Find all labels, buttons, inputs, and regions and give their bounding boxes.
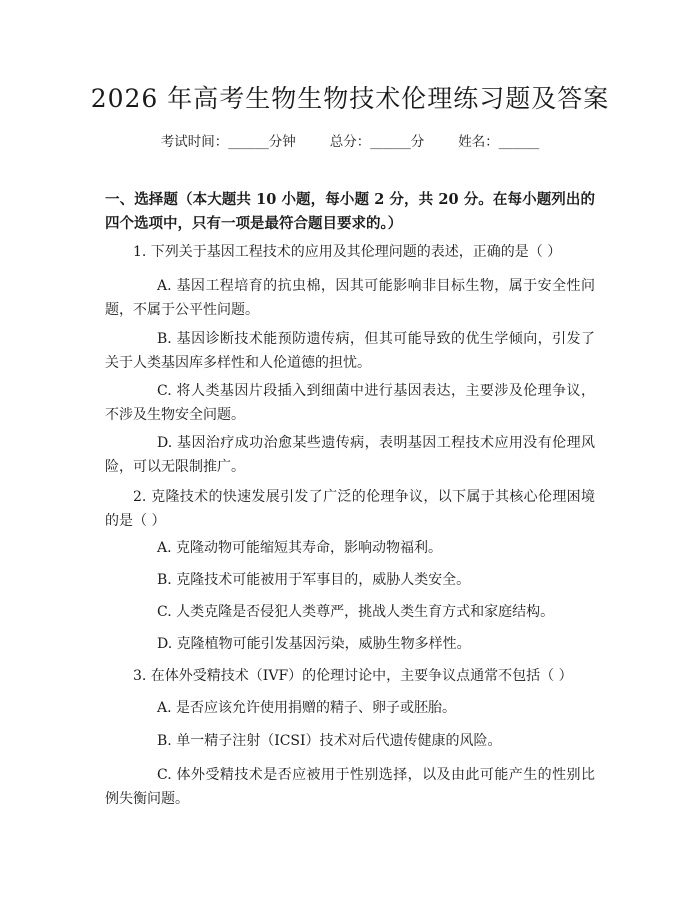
question-option: C. 将人类基因片段插入到细菌中进行基因表达，主要涉及伦理争议，不涉及生物安全问题。 bbox=[105, 383, 595, 423]
page-title: 2026 年高考生物生物技术伦理练习题及答案 bbox=[90, 84, 610, 113]
question-stem: 1. 下列关于基因工程技术的应用及其伦理问题的表述，正确的是（ ） bbox=[133, 244, 562, 260]
question-option: B. 基因诊断技术能预防遗传病，但其可能导致的优生学倾向，引发了关于人类基因库多样性和人伦道德的担忧。 bbox=[105, 331, 595, 371]
question-option: A. 是否应该允许使用捐赠的精子、卵子或胚胎。 bbox=[157, 700, 457, 716]
question-stem: 2. 克隆技术的快速发展引发了广泛的伦理争议，以下属于其核心伦理困境的是（ ） bbox=[105, 489, 595, 529]
total-score-field: 总分：______分 bbox=[329, 134, 425, 150]
section-heading: 一、选择题（本大题共 10 小题，每小题 2 分，共 20 分。在每小题列出的四个选项中，只有一项是最符合题目要求的。） bbox=[105, 191, 595, 232]
question-option: D. 基因治疗成功治愈某些遗传病，表明基因工程技术应用没有伦理风险，可以无限制推广。 bbox=[105, 435, 595, 475]
question-option: B. 克隆技术可能被用于军事目的，威胁人类安全。 bbox=[157, 572, 471, 588]
question-option: D. 克隆植物可能引发基因污染，威胁生物多样性。 bbox=[157, 636, 471, 652]
question-option: A. 基因工程培育的抗虫棉，因其可能影响非目标生物，属于安全性问题，不属于公平性问题。 bbox=[105, 278, 595, 318]
exam-meta-line bbox=[0, 132, 700, 152]
exam-time-field: 考试时间：______分钟 bbox=[160, 134, 296, 150]
question-option: A. 克隆动物可能缩短其寿命，影响动物福利。 bbox=[157, 540, 443, 556]
question-option: C. 体外受精技术是否应被用于性别选择，以及由此可能产生的性别比例失衡问题。 bbox=[105, 767, 595, 807]
question-stem: 3. 在体外受精技术（IVF）的伦理讨论中，主要争议点通常不包括（ ） bbox=[133, 668, 573, 684]
student-name-field: 姓名：______ bbox=[458, 134, 540, 150]
question-option: C. 人类克隆是否侵犯人类尊严，挑战人类生育方式和家庭结构。 bbox=[157, 604, 555, 620]
question-option: B. 单一精子注射（ICSI）技术对后代遗传健康的风险。 bbox=[157, 733, 502, 749]
